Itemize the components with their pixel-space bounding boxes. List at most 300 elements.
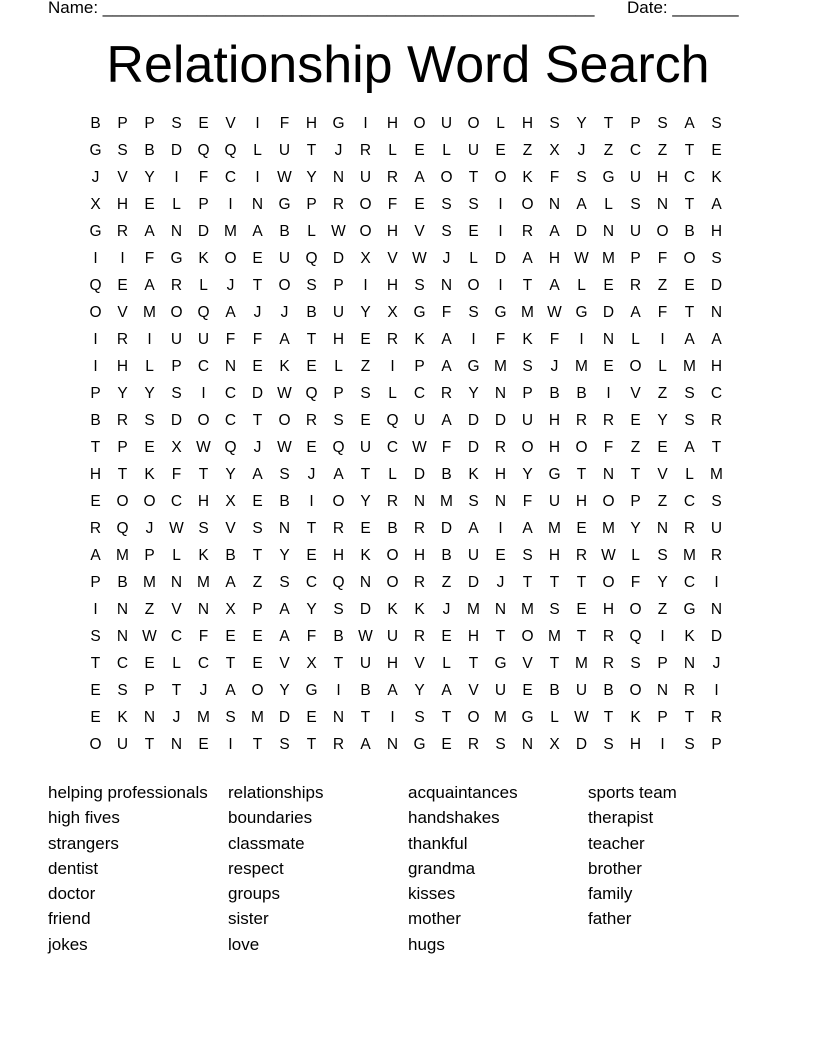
grid-letter: R	[521, 223, 534, 240]
grid-letter: V	[657, 466, 668, 483]
grid-letter: Y	[657, 574, 668, 591]
grid-letter: S	[252, 520, 263, 537]
word-bank-item: kisses	[408, 884, 456, 904]
grid-letter: V	[117, 169, 128, 186]
grid-letter: K	[684, 628, 695, 645]
grid-letter: U	[170, 331, 183, 348]
grid-letter: N	[602, 466, 615, 483]
grid-letter: B	[333, 628, 344, 645]
grid-letter: E	[360, 412, 371, 429]
grid-letter: A	[90, 547, 101, 564]
grid-letter: S	[630, 655, 641, 672]
grid-letter: Z	[657, 142, 668, 159]
grid-letter: N	[332, 169, 345, 186]
grid-letter: A	[549, 223, 560, 240]
grid-letter: N	[170, 574, 183, 591]
grid-letter: S	[279, 736, 290, 753]
grid-letter: V	[414, 223, 425, 240]
grid-letter: T	[117, 466, 128, 483]
grid-letter: R	[116, 412, 129, 429]
grid-letter: J	[253, 439, 262, 456]
grid-letter: C	[197, 358, 210, 375]
grid-letter: S	[522, 358, 533, 375]
grid-letter: T	[576, 628, 587, 645]
grid-letter: Y	[414, 682, 425, 699]
grid-letter: R	[413, 574, 426, 591]
grid-letter: I	[606, 385, 611, 402]
grid-letter: B	[387, 520, 398, 537]
grid-letter: E	[252, 493, 263, 510]
grid-letter: P	[117, 439, 128, 456]
grid-letter: T	[603, 115, 614, 132]
grid-letter: X	[549, 142, 560, 159]
grid-letter: F	[225, 331, 236, 348]
grid-letter: N	[602, 223, 615, 240]
word-bank-item: friend	[48, 909, 91, 929]
grid-letter: T	[576, 574, 587, 591]
grid-letter: F	[441, 439, 452, 456]
grid-letter: L	[307, 223, 316, 240]
grid-letter: O	[521, 196, 534, 213]
grid-letter: T	[90, 655, 101, 672]
grid-letter: E	[414, 142, 425, 159]
grid-letter: F	[279, 115, 290, 132]
grid-letter: I	[255, 115, 260, 132]
grid-letter: K	[630, 709, 641, 726]
grid-letter: O	[386, 547, 399, 564]
grid-letter: W	[142, 628, 157, 645]
word-bank-item: dentist	[48, 858, 99, 878]
grid-letter: I	[93, 601, 98, 618]
grid-letter: K	[279, 358, 290, 375]
word-bank-item: thankful	[408, 833, 468, 853]
grid-letter: B	[549, 385, 560, 402]
grid-letter: W	[601, 547, 616, 564]
grid-letter: I	[120, 250, 125, 267]
grid-letter: O	[629, 682, 642, 699]
grid-letter: P	[522, 385, 533, 402]
grid-letter: R	[116, 223, 129, 240]
grid-letter: C	[224, 169, 237, 186]
grid-letter: O	[413, 115, 426, 132]
grid-letter: F	[657, 304, 668, 321]
grid-letter: S	[657, 547, 668, 564]
grid-letter: R	[683, 520, 696, 537]
word-bank-item	[588, 932, 768, 957]
grid-letter: T	[684, 142, 695, 159]
grid-letter: I	[228, 196, 233, 213]
grid-letter: E	[468, 223, 479, 240]
grid-letter: E	[576, 601, 587, 618]
grid-letter: R	[386, 331, 399, 348]
grid-letter: R	[89, 520, 102, 537]
grid-letter: J	[145, 520, 154, 537]
grid-letter: E	[495, 142, 506, 159]
grid-letter: N	[683, 655, 696, 672]
grid-letter: W	[169, 520, 184, 537]
grid-letter: V	[630, 385, 641, 402]
grid-letter: R	[629, 277, 642, 294]
grid-letter: S	[441, 223, 452, 240]
grid-letter: R	[710, 547, 723, 564]
grid-letter: V	[387, 250, 398, 267]
grid-letter: H	[116, 358, 129, 375]
grid-letter: J	[172, 709, 181, 726]
grid-letter: S	[468, 493, 479, 510]
grid-letter: M	[197, 574, 210, 591]
grid-letter: S	[630, 196, 641, 213]
grid-letter: W	[574, 709, 589, 726]
grid-letter: A	[225, 574, 236, 591]
grid-letter: C	[224, 412, 237, 429]
grid-letter: E	[90, 709, 101, 726]
grid-letter: N	[197, 601, 210, 618]
grid-letter: O	[602, 493, 615, 510]
grid-letter: B	[144, 142, 155, 159]
word-bank-item: sister	[228, 909, 269, 929]
grid-letter: E	[576, 520, 587, 537]
grid-letter: F	[522, 493, 533, 510]
grid-letter: O	[224, 250, 237, 267]
grid-letter: Y	[279, 547, 290, 564]
grid-letter: X	[225, 493, 236, 510]
grid-letter: N	[224, 358, 237, 375]
grid-letter: E	[306, 439, 317, 456]
word-bank-item: doctor	[48, 884, 96, 904]
grid-letter: G	[413, 736, 426, 753]
grid-letter: P	[144, 547, 155, 564]
grid-letter: Y	[630, 520, 641, 537]
grid-letter: H	[332, 547, 345, 564]
grid-letter: M	[575, 358, 588, 375]
grid-letter: L	[631, 331, 640, 348]
grid-letter: P	[117, 115, 128, 132]
grid-letter: R	[170, 277, 183, 294]
word-bank-item: handshakes	[408, 808, 500, 828]
grid-letter: M	[602, 250, 615, 267]
grid-letter: O	[629, 601, 642, 618]
grid-letter: K	[198, 547, 209, 564]
word-bank-item: love	[228, 934, 260, 954]
grid-letter: W	[547, 304, 562, 321]
grid-letter: B	[90, 412, 101, 429]
grid-letter: D	[332, 250, 345, 267]
grid-letter: H	[467, 628, 480, 645]
grid-letter: C	[710, 385, 723, 402]
grid-letter: Z	[522, 142, 533, 159]
grid-letter: C	[683, 169, 696, 186]
grid-letter: O	[521, 628, 534, 645]
grid-letter: Q	[386, 412, 399, 429]
grid-letter: A	[522, 250, 533, 267]
grid-letter: Y	[306, 169, 317, 186]
grid-letter: V	[522, 655, 533, 672]
grid-letter: O	[359, 196, 372, 213]
grid-letter: J	[442, 601, 451, 618]
grid-letter: M	[116, 547, 129, 564]
word-bank	[48, 780, 768, 957]
grid-letter: A	[441, 412, 452, 429]
grid-letter: R	[332, 196, 345, 213]
grid-letter: I	[228, 736, 233, 753]
grid-letter: S	[441, 196, 452, 213]
grid-letter: I	[471, 331, 476, 348]
grid-letter: E	[441, 736, 452, 753]
grid-letter: A	[468, 520, 479, 537]
grid-letter: E	[522, 682, 533, 699]
grid-letter: E	[495, 547, 506, 564]
word-bank-item: brother	[588, 858, 642, 878]
grid-letter: S	[495, 736, 506, 753]
grid-letter: S	[279, 574, 290, 591]
grid-letter: W	[277, 439, 292, 456]
grid-letter: H	[386, 115, 399, 132]
grid-letter: H	[89, 466, 102, 483]
grid-letter: B	[360, 682, 371, 699]
grid-letter: Y	[279, 682, 290, 699]
grid-letter: F	[549, 331, 560, 348]
grid-letter: R	[332, 736, 345, 753]
grid-letter: D	[197, 223, 210, 240]
grid-letter: B	[306, 304, 317, 321]
grid-letter: V	[117, 304, 128, 321]
grid-letter: O	[602, 574, 615, 591]
grid-letter: W	[331, 223, 346, 240]
grid-letter: M	[224, 223, 237, 240]
grid-letter: E	[441, 628, 452, 645]
grid-letter: D	[710, 628, 723, 645]
word-bank-item: therapist	[588, 808, 654, 828]
grid-letter: E	[144, 439, 155, 456]
grid-letter: K	[387, 601, 398, 618]
word-bank-item: relationships	[228, 783, 324, 802]
grid-letter: Y	[576, 115, 587, 132]
grid-letter: M	[683, 547, 696, 564]
grid-letter: O	[656, 223, 669, 240]
grid-letter: J	[550, 358, 559, 375]
grid-letter: G	[278, 196, 291, 213]
grid-letter: T	[360, 709, 371, 726]
grid-letter: T	[252, 412, 263, 429]
grid-letter: A	[684, 115, 695, 132]
grid-letter: G	[521, 709, 534, 726]
grid-letter: A	[279, 601, 290, 618]
grid-letter: O	[143, 493, 156, 510]
grid-letter: Q	[305, 385, 318, 402]
grid-letter: K	[144, 466, 155, 483]
grid-letter: H	[305, 115, 318, 132]
word-bank-item: respect	[228, 858, 284, 878]
grid-letter: R	[386, 169, 399, 186]
grid-letter: C	[683, 574, 696, 591]
word-bank-item: helping professionals	[48, 783, 208, 802]
grid-letter: T	[252, 547, 263, 564]
grid-letter: M	[683, 358, 696, 375]
grid-letter: O	[683, 250, 696, 267]
grid-letter: D	[251, 385, 264, 402]
grid-letter: A	[549, 277, 560, 294]
grid-letter: E	[306, 709, 317, 726]
grid-letter: I	[363, 115, 368, 132]
grid-letter: H	[386, 223, 399, 240]
grid-letter: D	[170, 412, 183, 429]
grid-letter: H	[548, 547, 561, 564]
grid-letter: H	[575, 493, 588, 510]
grid-letter: O	[521, 439, 534, 456]
grid-letter: J	[307, 466, 316, 483]
grid-letter: S	[414, 709, 425, 726]
grid-letter: E	[90, 493, 101, 510]
grid-letter: M	[197, 709, 210, 726]
grid-letter: F	[603, 439, 614, 456]
grid-letter: C	[224, 385, 237, 402]
grid-letter: L	[631, 547, 640, 564]
grid-letter: P	[252, 601, 263, 618]
grid-letter: U	[494, 682, 507, 699]
grid-letter: S	[684, 412, 695, 429]
grid-letter: T	[495, 628, 506, 645]
grid-letter: I	[201, 385, 206, 402]
grid-letter: B	[684, 223, 695, 240]
grid-letter: W	[277, 169, 292, 186]
grid-letter: U	[548, 493, 561, 510]
grid-letter: Y	[225, 466, 236, 483]
grid-letter: Q	[224, 142, 237, 159]
grid-letter: A	[252, 223, 263, 240]
grid-letter: T	[198, 466, 209, 483]
grid-letter: I	[579, 331, 584, 348]
grid-letter: E	[414, 196, 425, 213]
grid-letter: I	[363, 277, 368, 294]
grid-letter: T	[522, 277, 533, 294]
grid-letter: H	[332, 331, 345, 348]
grid-letter: S	[171, 115, 182, 132]
grid-letter: S	[360, 385, 371, 402]
grid-letter: D	[467, 412, 480, 429]
letter-grid	[82, 110, 730, 758]
grid-letter: S	[279, 466, 290, 483]
grid-letter: A	[711, 331, 722, 348]
grid-letter: E	[252, 655, 263, 672]
grid-letter: F	[198, 169, 209, 186]
grid-letter: S	[333, 412, 344, 429]
grid-letter: Z	[630, 439, 641, 456]
grid-letter: C	[305, 574, 318, 591]
grid-letter: M	[440, 493, 453, 510]
grid-letter: R	[602, 628, 615, 645]
grid-letter: M	[494, 358, 507, 375]
grid-letter: U	[521, 412, 534, 429]
word-bank-item: mother	[408, 909, 461, 929]
grid-letter: B	[117, 574, 128, 591]
grid-letter: D	[494, 412, 507, 429]
grid-letter: G	[494, 655, 507, 672]
grid-letter: N	[494, 493, 507, 510]
grid-letter: P	[198, 196, 209, 213]
grid-letter: H	[629, 736, 642, 753]
grid-letter: Q	[89, 277, 102, 294]
grid-letter: O	[629, 358, 642, 375]
grid-letter: X	[90, 196, 101, 213]
grid-letter: R	[359, 142, 372, 159]
grid-letter: A	[144, 277, 155, 294]
grid-letter: N	[602, 331, 615, 348]
grid-letter: K	[117, 709, 128, 726]
grid-letter: E	[144, 655, 155, 672]
grid-letter: N	[143, 709, 156, 726]
grid-letter: V	[225, 115, 236, 132]
grid-letter: J	[91, 169, 100, 186]
grid-letter: U	[629, 223, 642, 240]
grid-letter: D	[575, 223, 588, 240]
grid-letter: V	[468, 682, 479, 699]
grid-letter: L	[442, 655, 451, 672]
grid-letter: J	[199, 682, 208, 699]
grid-letter: W	[277, 385, 292, 402]
grid-letter: I	[93, 331, 98, 348]
grid-letter: A	[225, 304, 236, 321]
grid-letter: E	[603, 358, 614, 375]
grid-letter: G	[548, 466, 561, 483]
grid-letter: T	[630, 466, 641, 483]
word-bank-item: grandma	[408, 858, 476, 878]
grid-letter: Z	[441, 574, 452, 591]
grid-letter: E	[657, 439, 668, 456]
grid-letter: O	[332, 493, 345, 510]
grid-letter: B	[225, 547, 236, 564]
grid-letter: G	[89, 142, 102, 159]
date-field-line: Date: _______	[627, 0, 739, 17]
grid-letter: B	[279, 223, 290, 240]
grid-letter: R	[602, 412, 615, 429]
grid-letter: S	[306, 277, 317, 294]
grid-letter: P	[90, 385, 101, 402]
grid-letter: K	[711, 169, 722, 186]
grid-letter: R	[710, 709, 723, 726]
grid-letter: G	[332, 115, 345, 132]
grid-letter: E	[252, 358, 263, 375]
grid-letter: C	[170, 493, 183, 510]
grid-letter: N	[494, 385, 507, 402]
grid-letter: P	[657, 655, 668, 672]
grid-letter: R	[683, 682, 696, 699]
word-bank-item: father	[588, 909, 632, 929]
grid-letter: Q	[197, 142, 210, 159]
grid-letter: P	[711, 736, 722, 753]
grid-letter: N	[116, 601, 129, 618]
grid-letter: Y	[306, 601, 317, 618]
grid-letter: J	[253, 304, 262, 321]
grid-letter: F	[441, 304, 452, 321]
grid-letter: I	[336, 682, 341, 699]
grid-letter: I	[93, 250, 98, 267]
grid-letter: C	[386, 439, 399, 456]
page-title: Relationship Word Search	[106, 36, 710, 94]
grid-letter: Y	[144, 385, 155, 402]
grid-letter: S	[684, 736, 695, 753]
grid-letter: O	[386, 574, 399, 591]
grid-letter: T	[306, 142, 317, 159]
grid-letter: F	[387, 196, 398, 213]
grid-letter: S	[603, 736, 614, 753]
grid-letter: L	[658, 358, 667, 375]
grid-letter: N	[170, 736, 183, 753]
grid-letter: E	[252, 628, 263, 645]
grid-letter: L	[388, 385, 397, 402]
grid-letter: V	[414, 655, 425, 672]
grid-letter: N	[710, 304, 723, 321]
grid-letter: Q	[629, 628, 642, 645]
